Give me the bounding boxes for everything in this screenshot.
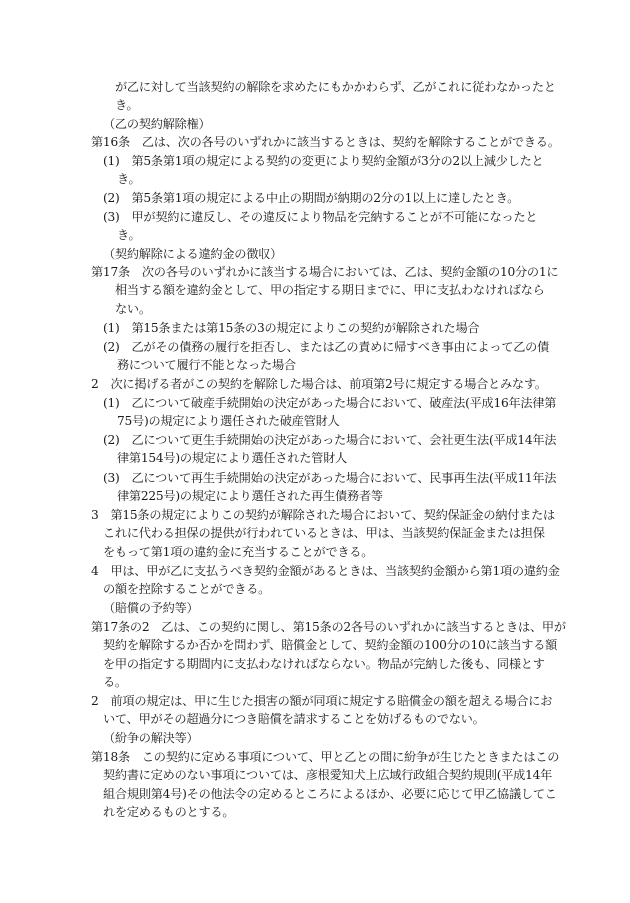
paragraph <box>115 78 556 115</box>
text-line: (1) 乙について破産手続開始の決定があった場合において、破産法(平成16年法律第 <box>103 396 557 410</box>
text-line: 第17条 次の各号のいずれかに該当する場合においては、乙は、契約金額の10分の1に <box>91 265 559 279</box>
text-line: 2 次に掲げる者がこの契約を解除した場合は、前項第2号に規定する場合とみなす。 <box>91 377 547 391</box>
text-line: 第17条の2 乙は、この契約に関し、第15条の2各号のいずれかに該当するときは、甲が <box>91 620 566 634</box>
text-line: （契約解除による違約金の徴収） <box>103 247 283 261</box>
text-line: をもって第1項の違約金に充当することができる。 <box>103 544 374 559</box>
section-heading <box>103 729 199 747</box>
list-item <box>103 469 556 506</box>
text-line: (3) 甲が契約に違反し、その違反により物品を完納することが不可能になったと <box>103 210 538 224</box>
section-heading <box>103 245 282 263</box>
text-line: 契約書に定めのない事項については、彦根愛知犬上広域行政組合契約規則(平成14年 <box>103 768 553 783</box>
article-main <box>91 263 558 318</box>
text-line: ない。 <box>115 301 151 316</box>
text-line: れを定めるものとする。 <box>103 805 235 820</box>
text-line: 第16条 乙は、次の各号のいずれかに該当するときは、契約を解除することができる。 <box>91 135 560 149</box>
text-line: 律第225号)の規定により選任された再生債務者等 <box>117 489 383 504</box>
list-item <box>103 338 549 375</box>
text-line: 組合規則第4号)その他法令の定めるところによるほか、必要に応じて甲乙協議してこ <box>103 786 557 801</box>
list-item <box>103 208 537 245</box>
text-line: 律第154号)の規定により選任された管財人 <box>117 451 347 466</box>
text-line: 務について履行不能となった場合 <box>117 358 296 373</box>
text-line: き。 <box>117 228 141 243</box>
text-line: き。 <box>117 172 141 187</box>
text-line: き。 <box>115 98 139 113</box>
text-line: 4 甲は、甲が乙に支払うべき契約金額があるときは、当該契約金額から第1項の違約金 <box>91 564 560 578</box>
text-line: を甲の指定する期間内に支払わなければならない。物品が完納した後も、同様とす <box>103 656 545 671</box>
article-main <box>91 133 560 151</box>
text-line: 2 前項の規定は、甲に生じた損害の額が同項に規定する賠償金の額を超える場合にお <box>91 694 553 708</box>
text-line: これに代わる担保の提供が行われているときは、甲は、当該契約保証金または担保 <box>103 526 545 541</box>
article-main <box>91 618 566 692</box>
list-item <box>103 319 479 337</box>
paragraph <box>91 692 552 729</box>
text-line: 相当する額を違約金として、甲の指定する期日までに、甲に支払わなければなら <box>115 283 545 298</box>
paragraph <box>91 506 555 561</box>
text-line: (1) 第5条第1項の規定による契約の変更により契約金額が3分の2以上減少したと <box>103 154 544 168</box>
text-line: （紛争の解決等） <box>103 731 199 745</box>
text-line: いて、甲がその超過分につき賠償を請求することを妨げるものでない。 <box>103 712 485 727</box>
text-line: の額を控除することができる。 <box>103 582 271 597</box>
section-heading <box>103 599 199 617</box>
list-item <box>103 394 556 431</box>
text-line: 契約を解除するか否かを問わず、賠償金として、契約金額の100分の10に該当する額 <box>103 638 558 653</box>
list-item <box>103 189 519 207</box>
text-line: 3 第15条の規定によりこの契約が解除された場合において、契約保証金の納付または <box>91 508 555 522</box>
text-line: (1) 第15条または第15条の3の規定によりこの契約が解除された場合 <box>103 321 480 335</box>
text-line: が乙に対して当該契約の解除を求めたにもかかわらず、乙がこれに従わなかったと <box>115 80 556 94</box>
text-line: 第18条 この契約に定める事項について、甲と乙との間に紛争が生じたときまたはこの <box>91 750 560 764</box>
article-main <box>91 748 559 822</box>
section-heading <box>103 115 210 133</box>
list-item <box>103 431 556 468</box>
text-line: （賠償の予約等） <box>103 601 199 615</box>
text-line: (2) 乙について更生手続開始の決定があった場合において、会社更生法(平成14年法 <box>103 433 557 447</box>
paragraph <box>91 375 547 393</box>
text-line: る。 <box>103 675 127 690</box>
text-line: （乙の契約解除権） <box>103 117 211 131</box>
text-line: (2) 第5条第1項の規定による中止の期間が納期の2分の1以上に達したとき。 <box>103 191 520 205</box>
text-line: (2) 乙がその債務の履行を拒否し、または乙の責めに帰すべき事由によって乙の債 <box>103 340 550 354</box>
text-line: 75号)の規定により選任された破産管財人 <box>117 414 340 429</box>
paragraph <box>91 562 560 599</box>
list-item <box>103 152 543 189</box>
text-line: (3) 乙について再生手続開始の決定があった場合において、民事再生法(平成11年法 <box>103 471 557 485</box>
